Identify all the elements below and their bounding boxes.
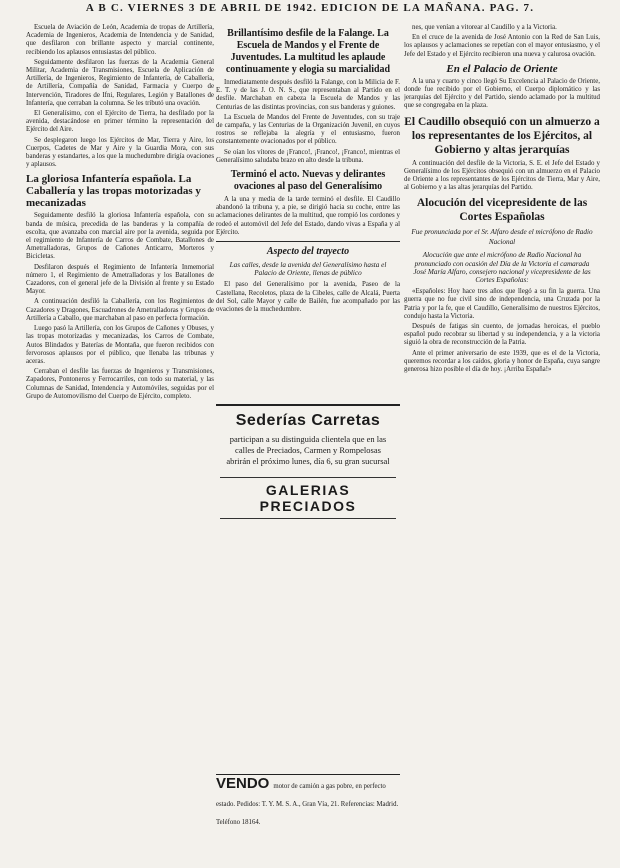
section-heading-falange: Brillantísimo desfile de la Falange. La Escuela de Mandos y el Frente de Juventudes. La multitud les aplaude continuamente y elogia su marcialidad: [225, 28, 391, 75]
section-heading-almuerzo: El Caudillo obsequió con un almuerzo a los representantes de los Ejércitos, al Gobierno y altas jerarquías: [404, 115, 600, 156]
section-subheading: Fue pronunciada por el Sr. Alfaro desde el micrófono de Radio Nacional: [411, 228, 593, 247]
section-subheading: Las calles, desde la avenida del Generalísimo hasta el Palacio de Oriente, llenas de público: [229, 261, 387, 278]
paragraph: La Escuela de Mandos del Frente de Juventudes, con su traje de campaña, y las Centurias de la Organización Juvenil, en cuyos rostros se reflejaba la alegría y el entusiasmo, fueron constantemente ovacionados por el público.: [216, 113, 400, 146]
classified-text: motor de camión a gas pobre, en perfecto estado. Pedidos: T. Y. M. S. A., Gran Vía, 21. Referencias: Madrid. Teléfono 18164.: [216, 783, 399, 826]
paragraph: En el cruce de la avenida de José Antonio con la Red de San Luis, los aplausos y aclamaciones se repetían con el mayor entusiasmo, y el Jefe del Estado y el Ejército recibieron una nueva y calurosa ovación.: [404, 34, 600, 58]
paragraph: Después de fatigas sin cuento, de jornadas heroicas, el pueblo español pudo recobrar su libertad y su independencia, y a la victoria siguió la obra de reconstrucción de la Patria.: [404, 323, 600, 347]
paragraph: Se desplegaron luego los Ejércitos de Mar, Tierra y Aire, los Cuerpos, Cadetes de Mar y Aire y la Guardia Mora, con sus banderas y estandartes, a los que la muchedumbre dirigía ovaciones y aplausos.: [26, 136, 214, 169]
paragraph: Se oían los vítores de ¡Franco!, ¡Franco!, ¡Franco!, mientras el Generalísimo saludaba brazo en alto desde la tribuna.: [216, 148, 400, 164]
section-intro: Alocución que ante el micrófono de Radio Nacional ha pronunciado con ocasión del Día de la Victoria el camarada José María Alfaro, consejero nacional y vicepresidente de las Cortes Españolas:: [413, 251, 591, 285]
paragraph: A continuación desfiló la Caballería, con los Regimientos de Cazadores y Dragones, Escuadrones de Ametralladoras y Grupos de Artillería a Caballo, que marchaban al paso en perfecta formación.: [26, 298, 214, 322]
column-1: [26, 24, 214, 864]
paragraph: A la una y media de la tarde terminó el desfile. El Caudillo abandonó la tribuna y, a pie, se dirigió hacia su coche, entre las aclamaciones delirantes de la multitud, que rompió los cordones y rodeó el automóvil del Jefe del Estado, dando vivas a España y al Ejército.: [216, 196, 400, 236]
divider: [216, 241, 400, 242]
paragraph: Seguidamente desfiló la gloriosa Infantería española, con su banda de música, precedida de las banderas y la compañía de escolta, que avanzaba con marcial aire por la avenida, seguida por el regimiento de Infantería de Carros de Combate, Batallones de Ametralladoras, Grupos de Cañones Anticarro, Morteros y Bicicletas.: [26, 212, 214, 261]
paragraph: Luego pasó la Artillería, con los Grupos de Cañones y Obuses, y las tropas motorizadas y mecanizadas, los Carros de Combate, Autos Blindados y Baterías de Montaña, que fueron recibidos con fervorosos aplausos por el público, que llenaba las tribunas y aceras.: [26, 325, 214, 365]
paragraph: A la una y cuarto y cinco llegó Su Excelencia al Palacio de Oriente, donde fue recibido por el Gobierno, el Cuerpo diplomático y las jerarquías del Ejército y del Partido, siendo aclamado por la multitud que se congregaba en la plaza.: [404, 77, 600, 110]
paragraph: Escuela de Aviación de León, Academia de tropas de Artillería, Academia de Ingenieros, Academia de Intendencia y de Sanidad, que desfilaron con brillante aspecto y marcial continente, recibiendo los aplausos entusiastas del público.: [26, 24, 214, 56]
ad-brand-galerias: GALERIAS PRECIADOS: [220, 477, 396, 519]
paragraph: Ante el primer aniversario de este 1939, que es el de la Victoria, queremos recordar a los caídos, gloria y honor de España, cuya sangre generosa hizo posible el día de hoy. ¡Arriba España!»: [404, 349, 600, 374]
section-heading-termino: Terminó el acto. Nuevas y delirantes ovaciones al paso del Generalísimo: [230, 169, 386, 193]
section-heading-palacio: En el Palacio de Oriente: [446, 62, 558, 75]
column-3: [404, 24, 600, 864]
vendo-label: VENDO: [216, 775, 270, 792]
paragraph: Cerraban el desfile las fuerzas de Ingenieros y Transmisiones, Zapadores, Pontoneros y Ferrocarriles, con todo su material, y las Columnas de Sanidad, Intendencia y Automóviles, seguidas por el Grupo de Automovilismo del Cuerpo de Ejército, completo.: [26, 368, 214, 400]
paragraph: El paso del Generalísimo por la avenida, Paseo de la Castellana, Recoletos, plaza de la Cibeles, calle de Alcalá, Puerta del Sol, calle Mayor y calle de Bailén, fue acompañado por las ovaciones de la muchedumbre.: [216, 281, 400, 314]
ad-body-text: participan a su distinguida clientela que en las calles de Preciados, Carmen y Rompelosas abrirán el próximo lunes, día 6, su gran sucursal: [226, 434, 390, 466]
paragraph: Inmediatamente después desfiló la Falange, con la Milicia de F. E. T. y de las J. O. N. S., que representaban al Partido en el desfile. Marchaban en cabeza la Escuela de Mandos y las Centurias de las distintas provincias, con sus banderas y guiones.: [216, 79, 400, 111]
paragraph: nes, que venían a vitorear al Caudillo y a la Victoria.: [412, 24, 557, 31]
column-2: [216, 24, 400, 428]
classified-ad-vendo: [216, 774, 400, 865]
paragraph: El Generalísimo, con el Ejército de Tierra, ha desfilado por la avenida, destacándose en primer término la representación del Ejército del Aire.: [26, 110, 214, 134]
section-heading-infanteria: La gloriosa Infantería española. La Caballería y las tropas motorizadas y mecanizadas: [26, 173, 201, 210]
paragraph: Desfilaron después el Regimiento de Infantería Inmemorial número 1, el Regimiento de Ametralladoras y los Batallones de Cazadores, con el general jefe de la División al frente y su Estado Mayor.: [26, 263, 214, 296]
paragraph: «Españoles: Hoy hace tres años que llegó a su fin la guerra. Una guerra que no fue civil sino de independencia, una Cruzada por la Patria y por la fe, que el Caudillo, Generalísimo de nuestros Ejércitos, condujo hasta la Victoria.: [404, 288, 600, 320]
ad-brand-name: Sederías Carretas: [235, 412, 381, 429]
section-heading-trayecto: Aspecto del trayecto: [266, 246, 350, 258]
advertisement-sederias-carretas: [216, 404, 400, 772]
paragraph: Seguidamente desfilaron las fuerzas de la Academia General Militar, Academia de Transmisiones, Escuela de Aplicación de Artillería, de Ingenieros, Regimiento de Infantería, de Caballería, de Artillería, Compañía de Sanidad, Farmacia y Cuerpo de Intervención, Tiradores de Ifni, Regulares, Legión y Batallones de Infantería, que cerraban la columna. Se les tributó una ovación.: [26, 58, 214, 107]
section-heading-alocucion: Alocución del vicepresidente de las Cortes Españolas: [416, 197, 588, 224]
paragraph: A continuación del desfile de la Victoria, S. E. el Jefe del Estado y Generalísimo de los Ejércitos obsequió con un almuerzo en el Palacio de Oriente a los representantes de los Ejércitos de Tierra, Mar y Aire, al Gobierno y a las altas jerarquías del Partido.: [404, 159, 600, 192]
page-header: A B C. VIERNES 3 DE ABRIL DE 1942. EDICION DE LA MAÑANA. PAG. 7.: [85, 2, 535, 14]
